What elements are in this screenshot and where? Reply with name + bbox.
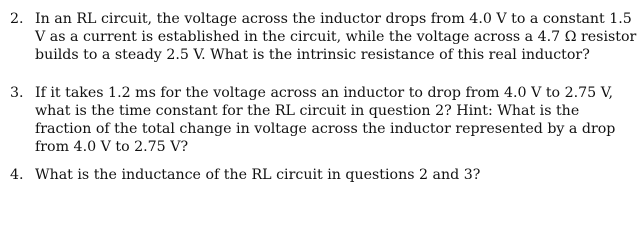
question-number: 4. bbox=[10, 167, 24, 183]
question-number: 3. bbox=[10, 85, 24, 101]
question-text-line: from 4.0 V to 2.75 V? bbox=[35, 139, 189, 155]
question-number: 2. bbox=[10, 11, 24, 27]
question-text-line: What is the inductance of the RL circuit in questions 2 and 3? bbox=[35, 167, 481, 183]
question-text-line: builds to a steady 2.5 V. What is the intrinsic resistance of this real inductor? bbox=[35, 47, 590, 63]
question-text-line: If it takes 1.2 ms for the voltage across an inductor to drop from 4.0 V to 2.75 V, bbox=[35, 85, 613, 101]
question-text-line: V as a current is established in the circuit, while the voltage across a 4.7 Ω resistor bbox=[35, 29, 637, 45]
question-text-line: what is the time constant for the RL circuit in question 2? Hint: What is the bbox=[35, 103, 580, 119]
question-text-line: fraction of the total change in voltage across the inductor represented by a drop bbox=[35, 121, 616, 137]
question-text-line: In an RL circuit, the voltage across the inductor drops from 4.0 V to a constant 1.5 bbox=[35, 11, 632, 27]
